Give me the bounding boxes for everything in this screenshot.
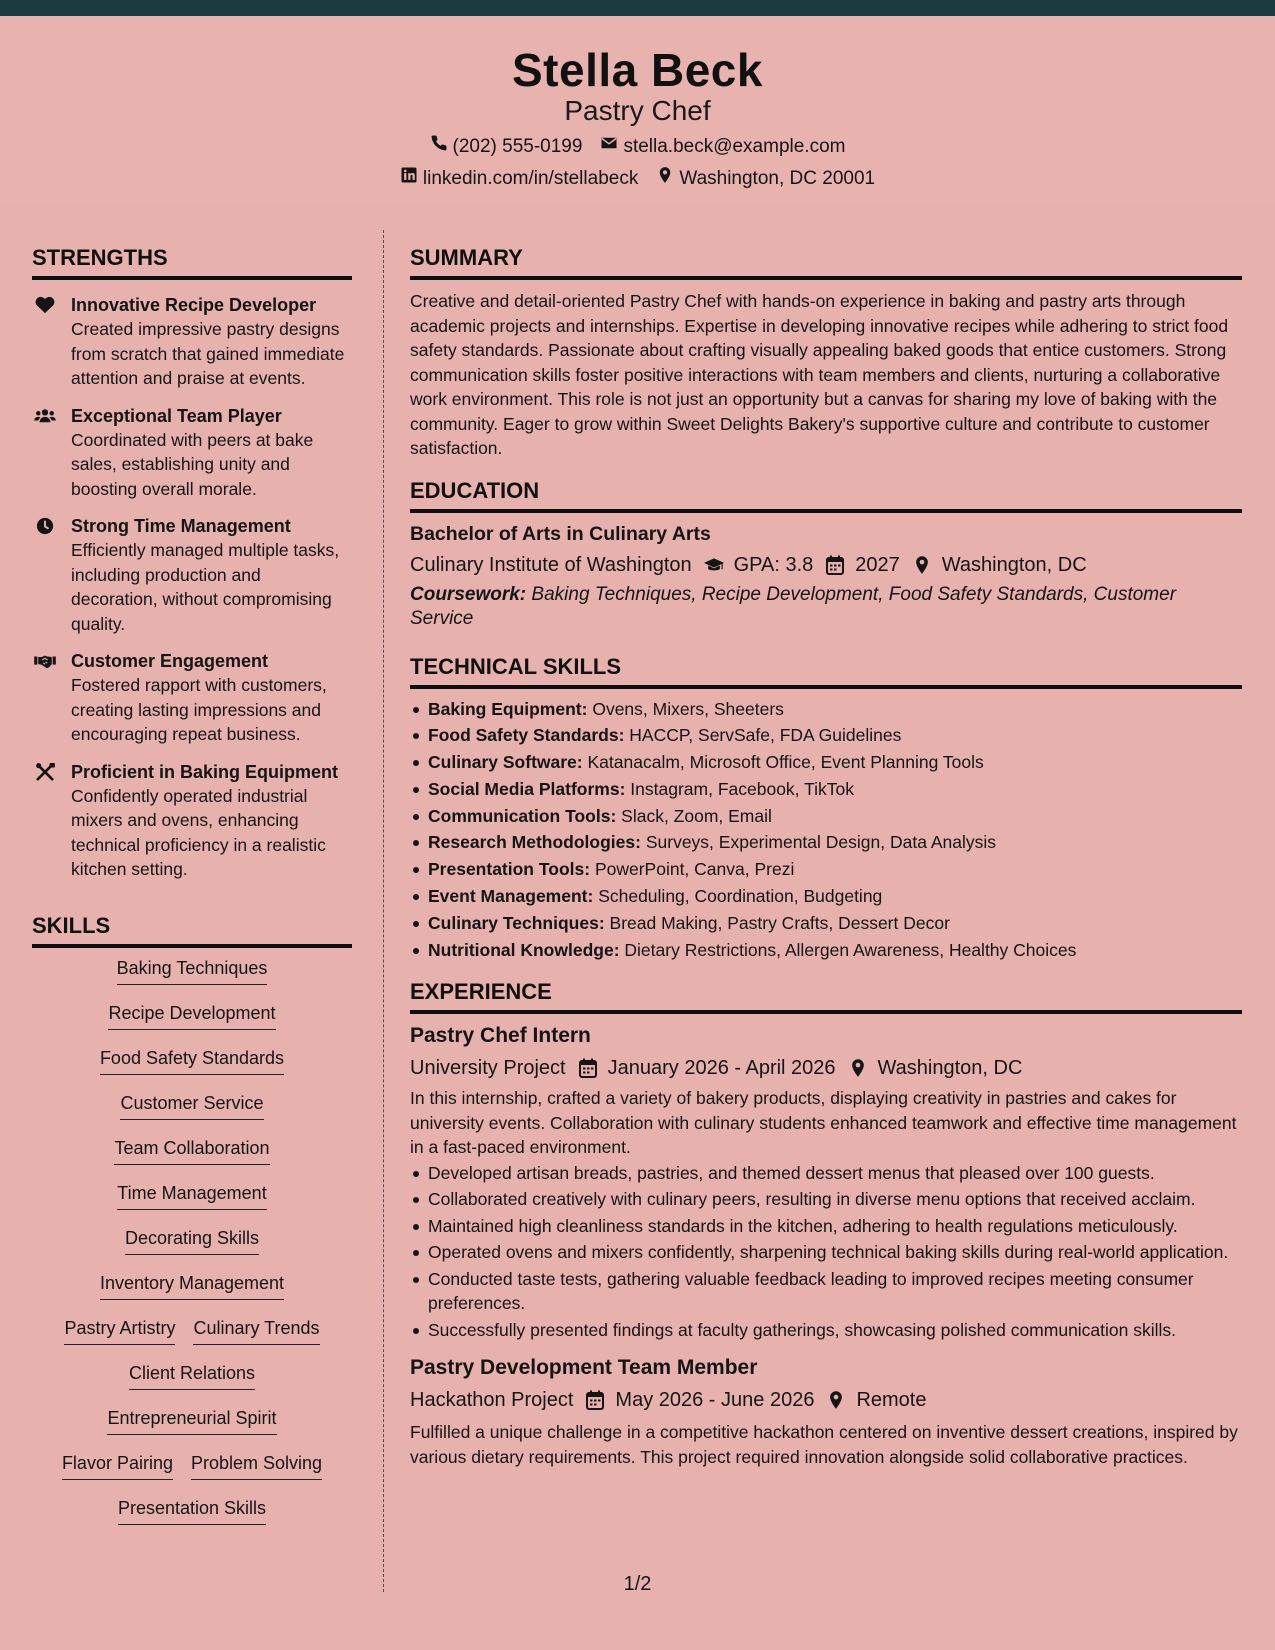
skill-row — [32, 1001, 352, 1046]
skill-row — [32, 1451, 352, 1496]
skill-tag: Flavor Pairing — [62, 1451, 173, 1480]
linkedin-text: linkedin.com/in/stellabeck — [422, 167, 639, 189]
job-dates: January 2026 - April 2026 — [607, 1057, 836, 1080]
skill-tag: Entrepreneurial Spirit — [107, 1406, 276, 1435]
top-bar — [0, 0, 1275, 16]
job-bullets — [410, 1161, 1242, 1343]
experience-heading: EXPERIENCE — [410, 978, 1242, 1014]
strength-title: Exceptional Team Player — [71, 405, 282, 426]
technical-skill-item — [410, 750, 1242, 775]
technical-skill-value: Surveys, Experimental Design, Data Analysis — [645, 832, 996, 853]
technical-skill-label: Communication Tools: — [428, 805, 617, 826]
technical-skill-label: Social Media Platforms: — [428, 778, 626, 799]
job-location: Washington, DC — [877, 1057, 1023, 1080]
coursework-label: Coursework: — [410, 583, 527, 605]
email-contact[interactable] — [600, 134, 845, 159]
clock-icon — [34, 517, 56, 535]
job-bullet: Operated ovens and mixers confidently, sharpening technical baking skills during real-world application. — [410, 1240, 1242, 1265]
technical-skill-label: Baking Equipment: — [428, 698, 588, 719]
technical-skill-label: Culinary Software: — [428, 752, 583, 773]
map-pin-icon — [848, 1058, 868, 1078]
graduation-cap-icon — [704, 555, 724, 575]
skill-row — [32, 1226, 352, 1271]
handshake-icon — [34, 652, 56, 670]
coursework-text: Baking Techniques, Recipe Development, Food Safety Standards, Customer Service — [410, 583, 1177, 629]
linkedin-contact[interactable] — [400, 166, 638, 191]
job-org: Hackathon Project — [410, 1389, 574, 1412]
strength-desc: Confidently operated industrial mixers and ovens, enhancing technical proficiency in a realistic kitchen setting. — [71, 785, 326, 879]
technical-skill-label: Presentation Tools: — [428, 859, 591, 880]
skill-tag: Food Safety Standards — [100, 1046, 284, 1075]
skill-tag: Customer Service — [120, 1091, 263, 1120]
strength-item — [32, 514, 352, 636]
job-org: University Project — [410, 1057, 566, 1080]
skill-tag: Client Relations — [129, 1361, 255, 1390]
technical-skills-heading: TECHNICAL SKILLS — [410, 653, 1242, 689]
technical-skill-label: Culinary Techniques: — [428, 912, 605, 933]
tools-icon — [34, 763, 56, 781]
strength-title: Proficient in Baking Equipment — [71, 761, 339, 782]
strength-desc: Efficiently managed multiple tasks, including production and decoration, without compromising quality. — [71, 540, 340, 634]
job-bullet: Developed artisan breads, pastries, and themed dessert menus that pleased over 100 guests. — [410, 1161, 1242, 1186]
strength-item — [32, 760, 352, 882]
technical-skill-item — [410, 830, 1242, 855]
map-pin-icon — [656, 166, 674, 191]
technical-skill-label: Nutritional Knowledge: — [428, 939, 620, 960]
job-meta — [410, 1054, 1242, 1082]
strength-desc: Created impressive pastry designs from scratch that gained immediate attention and praise at events. — [71, 319, 345, 388]
job-bullet: Successfully presented findings at faculty gatherings, showcasing polished communication skills. — [410, 1318, 1242, 1343]
technical-skills-list — [410, 697, 1242, 963]
page-number: 1/2 — [623, 1573, 652, 1595]
education-heading: EDUCATION — [410, 477, 1242, 513]
skills-heading: SKILLS — [32, 912, 352, 948]
technical-skill-value: Instagram, Facebook, TikTok — [630, 778, 855, 799]
technical-skill-value: Slack, Zoom, Email — [621, 805, 772, 826]
strength-item — [32, 404, 352, 502]
job-description: In this internship, crafted a variety of bakery products, displaying creativity in pastries and cakes for university events. Collaboration with culinary students enhanced teamwork and effective time management in a fast-paced environment. — [410, 1088, 1237, 1158]
skill-row — [32, 1046, 352, 1091]
job-dates: May 2026 - June 2026 — [615, 1389, 815, 1412]
technical-skill-label: Event Management: — [428, 886, 594, 907]
strength-title: Customer Engagement — [71, 651, 269, 671]
job-description: Fulfilled a unique challenge in a competitive hackathon centered on inventive dessert creations, inspired by various dietary requirements. This project required innovation alongside solid collaborative practices. — [410, 1422, 1238, 1467]
skill-row — [32, 956, 352, 1001]
education-coursework — [410, 583, 1242, 631]
technical-skill-item — [410, 804, 1242, 829]
technical-skill-value: PowerPoint, Canva, Prezi — [594, 859, 795, 880]
skill-row — [32, 1136, 352, 1181]
skill-row — [32, 1316, 352, 1361]
education-location: Washington, DC — [941, 553, 1087, 576]
column-divider — [383, 230, 384, 1592]
strength-title: Strong Time Management — [71, 516, 291, 536]
technical-skill-value: Dietary Restrictions, Allergen Awareness, Healthy Choices — [624, 939, 1077, 960]
technical-skill-item — [410, 777, 1242, 802]
technical-skill-value: Katanacalm, Microsoft Office, Event Planning Tools — [587, 752, 984, 773]
envelope-icon — [600, 134, 618, 159]
summary-text: Creative and detail-oriented Pastry Chef with hands-on experience in baking and pastry arts through academic projects and internships. Expertise in developing innovative recipes while adhering to strict food safety standards. Passionate about crafting visually appealing baked goods that entice customers. Strong communication skills foster positive interactions with team members and clients, nurturing a collaborative work environment. This role is not just an opportunity but a canvas for sharing my love of baking with the community. Eager to grow within Sweet Delights Bakery's supportive culture and contribute to customer satisfaction. — [410, 291, 1229, 458]
contact-row-2 — [0, 166, 1275, 191]
calendar-icon — [825, 555, 845, 575]
email-text: stella.beck@example.com — [623, 135, 846, 157]
skill-row — [32, 1496, 352, 1541]
skill-tag: Presentation Skills — [118, 1496, 266, 1525]
technical-skill-item — [410, 938, 1242, 963]
skill-row — [32, 1181, 352, 1226]
calendar-icon — [578, 1058, 598, 1078]
skill-tag: Team Collaboration — [114, 1136, 269, 1165]
linkedin-icon — [400, 166, 418, 191]
technical-skill-value: HACCP, ServSafe, FDA Guidelines — [629, 725, 902, 746]
calendar-icon — [585, 1390, 605, 1410]
job-bullet: Maintained high cleanliness standards in the kitchen, adhering to health regulations meticulously. — [410, 1214, 1242, 1239]
map-pin-icon — [826, 1390, 846, 1410]
skill-tag: Inventory Management — [100, 1271, 284, 1300]
users-icon — [34, 407, 56, 425]
technical-skill-item — [410, 697, 1242, 722]
summary-heading: SUMMARY — [410, 244, 1242, 280]
skill-row — [32, 1361, 352, 1406]
job-bullet: Conducted taste tests, gathering valuable feedback leading to improved recipes meeting consumer preferences. — [410, 1267, 1242, 1316]
strength-desc: Coordinated with peers at bake sales, establishing unity and boosting overall morale. — [71, 429, 314, 499]
skill-tag: Problem Solving — [191, 1451, 322, 1480]
skills-list — [32, 956, 352, 1541]
skill-tag: Decorating Skills — [125, 1226, 259, 1255]
technical-skill-label: Research Methodologies: — [428, 832, 641, 853]
technical-skill-label: Food Safety Standards: — [428, 725, 625, 746]
strength-desc: Fostered rapport with customers, creating lasting impressions and encouraging repeat business. — [71, 675, 327, 744]
job-title: Pastry Development Team Member — [410, 1356, 758, 1380]
strength-title: Innovative Recipe Developer — [71, 295, 317, 315]
phone-icon — [430, 134, 448, 159]
left-column — [32, 244, 352, 1541]
education-year: 2027 — [855, 553, 900, 576]
contact-row-1 — [0, 134, 1275, 159]
job-title: Pastry Chef Intern — [410, 1024, 591, 1048]
job-meta — [410, 1386, 1242, 1414]
strengths-heading: STRENGTHS — [32, 244, 352, 280]
education-gpa: GPA: 3.8 — [733, 553, 814, 576]
location-text: Washington, DC 20001 — [679, 167, 876, 189]
skill-tag: Pastry Artistry — [64, 1316, 175, 1345]
skill-tag: Culinary Trends — [193, 1316, 319, 1345]
technical-skill-value: Ovens, Mixers, Sheeters — [592, 698, 784, 719]
technical-skill-item — [410, 911, 1242, 936]
job-location: Remote — [856, 1389, 927, 1412]
map-pin-icon — [912, 555, 932, 575]
technical-skill-item — [410, 884, 1242, 909]
skill-row — [32, 1091, 352, 1136]
strength-item — [32, 649, 352, 747]
resume-header — [0, 16, 1275, 204]
strength-item — [32, 293, 352, 391]
skill-tag: Time Management — [117, 1181, 266, 1210]
location-contact — [656, 166, 875, 191]
heart-icon — [34, 296, 56, 314]
technical-skill-item — [410, 857, 1242, 882]
technical-skill-value: Scheduling, Coordination, Budgeting — [598, 886, 883, 907]
right-column — [410, 244, 1242, 1469]
phone-text: (202) 555-0199 — [452, 135, 583, 157]
technical-skill-item — [410, 723, 1242, 748]
candidate-title: Pastry Chef — [564, 95, 711, 126]
skill-tag: Recipe Development — [108, 1001, 275, 1030]
education-meta — [410, 551, 1242, 579]
skill-row — [32, 1271, 352, 1316]
candidate-name: Stella Beck — [512, 44, 763, 96]
technical-skill-value: Bread Making, Pastry Crafts, Dessert Decor — [609, 912, 950, 933]
skill-row — [32, 1406, 352, 1451]
education-degree: Bachelor of Arts in Culinary Arts — [410, 522, 711, 545]
education-school: Culinary Institute of Washington — [410, 553, 692, 576]
phone-contact[interactable] — [430, 134, 583, 159]
skill-tag: Baking Techniques — [117, 956, 268, 985]
job-bullet: Collaborated creatively with culinary peers, resulting in diverse menu options that received acclaim. — [410, 1187, 1242, 1212]
